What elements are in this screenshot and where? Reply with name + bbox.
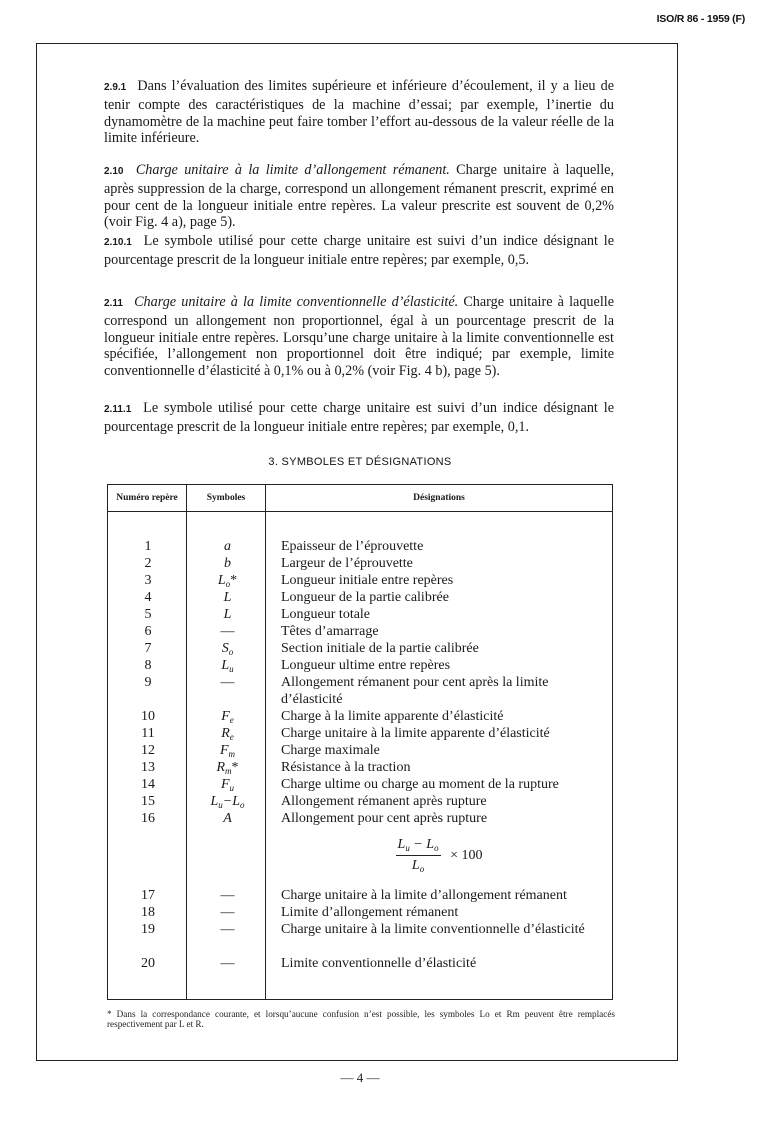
- footnote: * Dans la correspondance courante, et lorsqu’aucune confusion n’est possible, les symboles Lo et Rm peuvent être remplacés respectivement par L et R.: [107, 1009, 615, 1029]
- paragraph-2-10-1: [104, 233, 614, 269]
- paragraph-text: Le symbole utilisé pour cette charge unitaire est suivi d’un indice désignant le pourcentage prescrit de la longueur initiale entre repères; par exemple, 0,5.: [104, 233, 614, 268]
- paragraph-2-9-1: [104, 78, 614, 147]
- paragraph-title: Charge unitaire à la limite d’allongement rémanent.: [135, 162, 450, 178]
- header-numero-repere: Numéro repère: [116, 493, 178, 503]
- elongation-formula: [266, 837, 612, 874]
- header-symboles: Symboles: [206, 493, 246, 503]
- paragraph-title: Charge unitaire à la limite conventionnelle d’élasticité.: [134, 294, 459, 310]
- section-number: 2.10: [104, 166, 124, 177]
- section-title: 3. SYMBOLES ET DÉSIGNATIONS: [268, 456, 452, 468]
- document-code: ISO/R 86 - 1959 (F): [656, 13, 745, 25]
- section-number: 2.10.1: [104, 237, 132, 248]
- paragraph-text: Charge unitaire à laquelle correspond un allongement non proportionnel, égal à un pourcentage prescrit de la longueur initiale entre repères. Lorsqu’une charge unitaire à la limite conventionnelle est spécifiée, l’allongement non proportionnel doit être indiqué; par exemple, limite conventionnelle d’élasticité à 0,1% ou à 0,2% (voir Fig. 4 b), page 5).: [104, 294, 614, 380]
- symbols-table: Numéro repère Symboles Désignations 1 a Epaisseur de l’éprouvette 2 b Largeur de l’éprouvette 3 $L_o*$ Longueur initiale entre repères 4 L Longueur de la partie calibrée 5 L Longueur totale 6 — Têtes d’amarrage 7 $S_o$ Section initiale de la partie calibrée 8 $L_u$ Longueur ultime entre repères 9 — Allongement rémanent pour cent après la limite d’élasticité 10 $F_e$ Charge à la limite apparente d’élasticité 11 $R_e$ Charge unitaire à la limite apparente d’élasticité 12 $F_m$ Charge maximale 13 $R_m*$ Résistance à la traction 14 $F_u$ Charge ultime ou charge au moment de la rupture 15 $L_u-L_o$ Allongement rémanent après rupture 16 A Allongement pour cent après rupture $\frac{L_u - L_o}{L_o}$ × 100 17 — Charge unitaire à la limite d’allongement rémanent 18 — Limite d’allongement rémanent 19 — Charge unitaire à la limite conventionnelle d’élasticité 20 — Limite conventionnelle d’élasticité: [107, 484, 613, 1000]
- section-number: 2.9.1: [104, 82, 127, 93]
- page-number: — 4 —: [340, 1070, 380, 1085]
- formula-fraction: $\frac{L_u - L_o}{L_o}$: [397, 837, 439, 874]
- paragraph-2-11: [104, 294, 614, 380]
- paragraph-2-10: [104, 162, 614, 231]
- paragraph-2-11-1: [104, 400, 614, 436]
- formula-factor: × 100: [450, 847, 483, 863]
- header-divider: [108, 511, 612, 512]
- section-number: 2.11: [104, 298, 123, 309]
- paragraph-text: Le symbole utilisé pour cette charge unitaire est suivi d’un indice désignant le pourcentage prescrit de la longueur initiale entre repères; par exemple, 0,1.: [104, 400, 615, 435]
- header-designations: Désignations: [413, 493, 465, 503]
- paragraph-text: Charge unitaire à laquelle, après suppression de la charge, correspond un allongement rémanent prescrit, exprimé en pour cent de la longueur initiale entre repères. La valeur prescrite est souvent de 0,2% (voir Fig. 4 a), page 5).: [104, 162, 614, 231]
- paragraph-text: Dans l’évaluation des limites supérieure et inférieure d’écoulement, il y a lieu de tenir compte des caractéristiques de la machine d’essai; par exemple, l’inertie du dynamomètre de la machine peut faire tomber l’effort au-dessous de la valeur réelle de la limite inférieure.: [104, 78, 614, 147]
- section-number: 2.11.1: [104, 404, 132, 415]
